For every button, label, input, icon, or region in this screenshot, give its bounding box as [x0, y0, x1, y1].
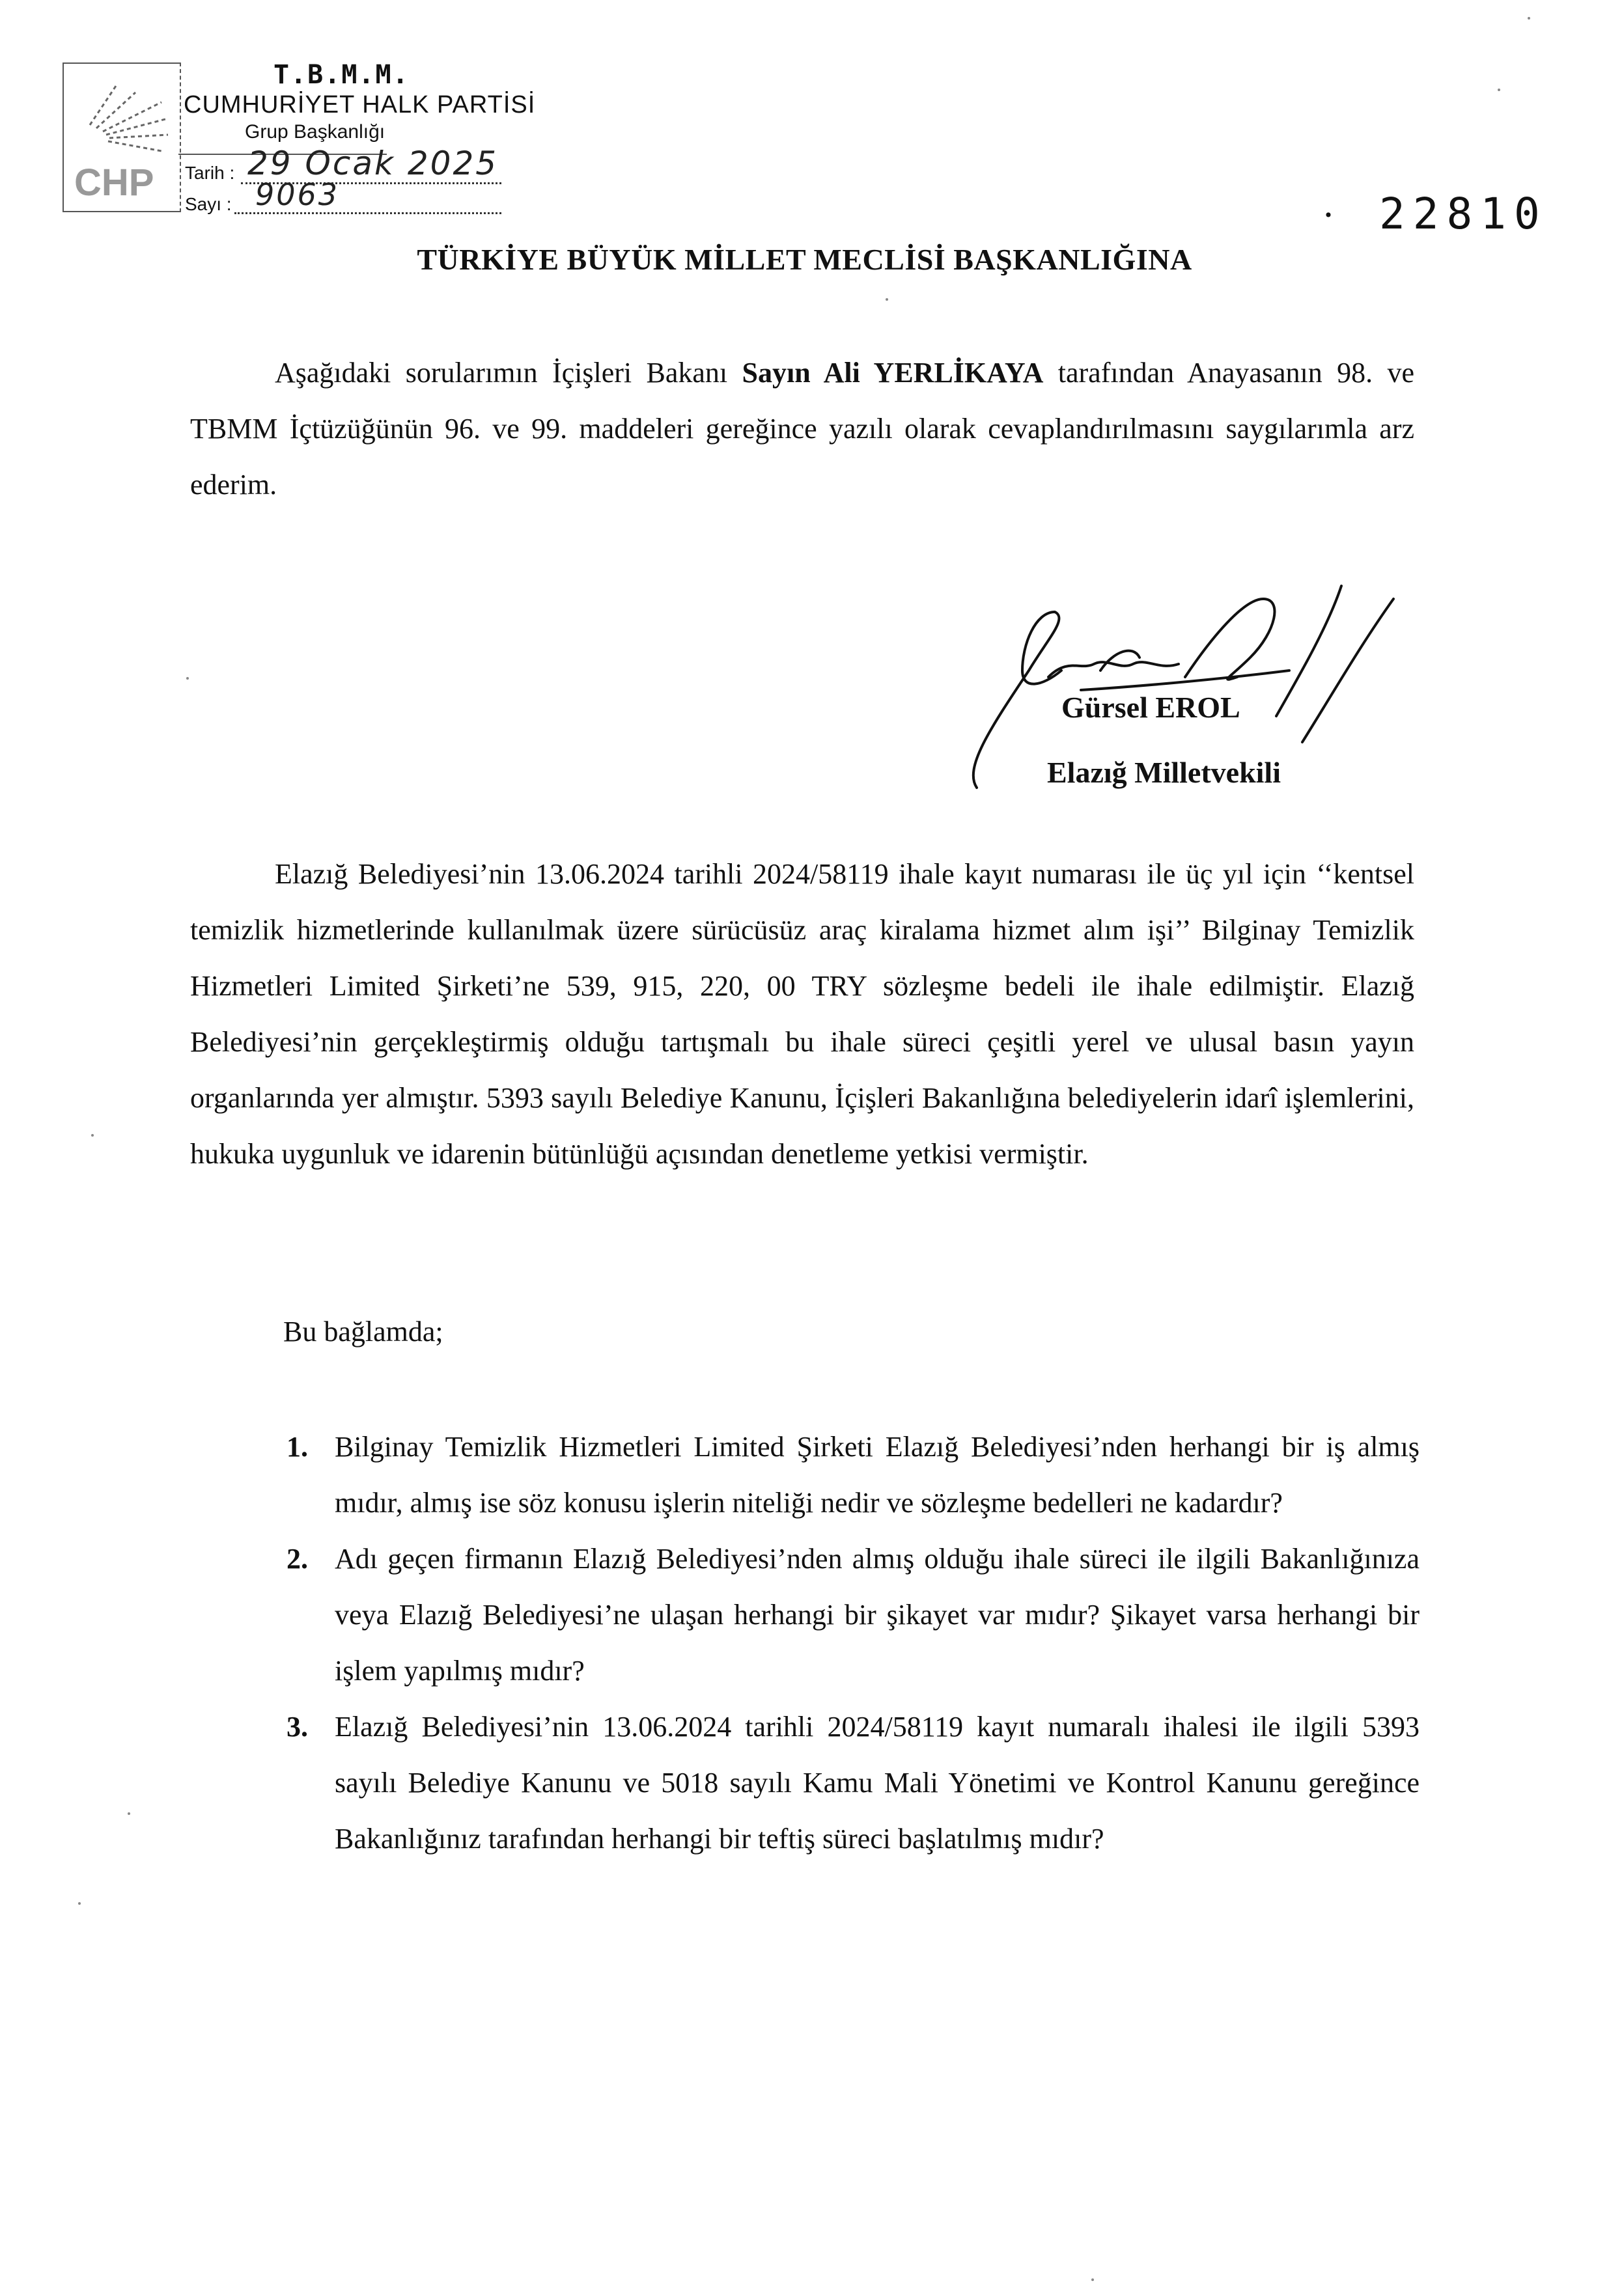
scan-speck [1528, 17, 1530, 20]
signatory-title: Elazığ Milletvekili [1047, 756, 1281, 789]
question-list [287, 1419, 1420, 1867]
intro-part-1: Aşağıdaki sorularımın İçişleri Bakanı [275, 357, 742, 389]
intro-paragraph [190, 345, 1414, 513]
body-text: Elazığ Belediyesi’nin 13.06.2024 tarihli 2024/58119 ihale kayıt numarası ile üç yıl için ‘‘kentsel temizlik hizmetlerinde kullanılmak üzere sürücüsüz araç kiralama hizmet alım işi’’ Bilginay Temizlik Hizmetleri Limited Şirketi’ne 539, 915, 220, 00 TRY sözleşme bedeli ile ihale edilmiştir. Elazığ Belediyesi’nin gerçekleştirmiş olduğu tartışmalı bu ihale süreci çeşitli yerel ve ulusal basın yayın organlarında yer almıştır. 5393 sayılı Belediye Kanunu, İçişleri Bakanlığına belediyelerin idarî işlemlerini, hukuka uygunluk ve idarenin bütünlüğü açısından denetleme yetkisi vermiştir. [190, 858, 1414, 1170]
intro-part-2: tarafından Anayasanın 98. ve TBMM İçtüzüğünün 96. ve 99. maddeleri gereğince yazılı olarak cevaplandırılmasını saygılarımla arz ederim. [190, 357, 1415, 501]
question-item [287, 1531, 1420, 1699]
signatory-name: Gürsel EROL [1061, 691, 1240, 724]
stamp-group: Grup Başkanlığı [245, 121, 385, 143]
scan-speck [186, 677, 189, 680]
body-paragraph [190, 846, 1414, 1182]
stamp-number-dots [234, 212, 501, 214]
chp-logo-text: CHP [74, 161, 154, 203]
document-number-dot: · [1322, 193, 1335, 236]
scan-speck [1498, 89, 1500, 91]
question-text: Elazığ Belediyesi’nin 13.06.2024 tarihli 2024/58119 kayıt numaralı ihalesi ile ilgili 5393 sayılı Belediye Kanunu ve 5018 sayılı Kamu Mali Yönetimi ve Kontrol Kanunu gereğince Bakanlığınız tarafından herhangi bir teftiş süreci başlatılmış mıdır? [335, 1711, 1420, 1855]
document-number: 22810 [1379, 189, 1548, 239]
scan-speck [1091, 2278, 1094, 2281]
scan-speck [128, 1812, 130, 1815]
question-number: 1. [287, 1431, 308, 1463]
stamp-tbmm: T.B.M.M. [273, 60, 410, 90]
scan-speck [91, 1134, 94, 1137]
stamp-number-label: Sayı : [185, 194, 232, 214]
stamp-party-name: CUMHURİYET HALK PARTİSİ [184, 91, 536, 118]
question-text: Bilginay Temizlik Hizmetleri Limited Şirketi Elazığ Belediyesi’nden herhangi bir iş almış mıdır, almış ise söz konusu işlerin niteliği nedir ve sözleşme bedelleri ne kadardır? [335, 1431, 1420, 1519]
chp-logo [70, 73, 175, 203]
scan-speck [886, 298, 888, 301]
question-number: 2. [287, 1543, 308, 1575]
question-item [287, 1699, 1420, 1867]
stamp-date-label: Tarih : [185, 163, 235, 183]
stamp-date-value: 29 Ocak 2025 [247, 145, 499, 182]
page-title: TÜRKİYE BÜYÜK MİLLET MECLİSİ BAŞKANLIĞINA [417, 243, 1192, 276]
minister-name: Sayın Ali YERLİKAYA [742, 357, 1044, 389]
scan-speck [78, 1902, 81, 1905]
context-phrase: Bu bağlamda; [283, 1316, 443, 1348]
question-item [287, 1419, 1420, 1531]
question-number: 3. [287, 1711, 308, 1743]
stamp-number-value: 9063 [255, 177, 340, 212]
question-text: Adı geçen firmanın Elazığ Belediyesi’nden almış olduğu ihale süreci ile ilgili Bakanlığınıza veya Elazığ Belediyesi’ne ulaşan herhangi bir şikayet var mıdır? Şikayet varsa herhangi bir işlem yapılmış mıdır? [335, 1543, 1420, 1687]
